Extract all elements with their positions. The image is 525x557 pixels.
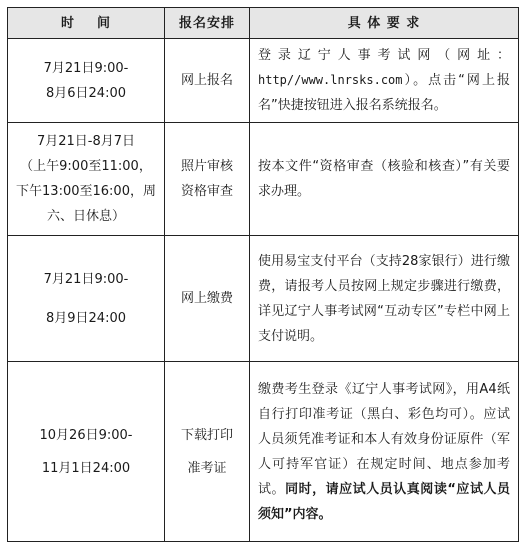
arrangement-cell <box>165 123 250 236</box>
requirement-text: ）。点击“网上报名”快捷按钮进入报名系统报名。 <box>258 73 510 113</box>
arrangement-line: 网上缴费 <box>180 291 233 306</box>
table-header-row <box>8 8 519 39</box>
requirement-text: 登录辽宁人事考试网（网址： <box>258 48 510 63</box>
website-link[interactable]: http//www.lnrsks.com <box>258 73 403 87</box>
header-time: 时 间 <box>8 8 165 39</box>
time-line: 8月6日24:00 <box>45 85 126 101</box>
table-row <box>8 39 519 123</box>
header-requirement: 具 体 要 求 <box>250 8 519 39</box>
time-cell <box>8 236 165 362</box>
registration-schedule-table <box>7 7 519 542</box>
time-cell <box>8 123 165 236</box>
time-line: 六、日休息） <box>46 209 125 224</box>
requirement-bold-notice: 同时，请应试人员认真阅读“应试人员须知”内容。 <box>258 481 510 522</box>
arrangement-line: 下载打印 <box>180 427 233 443</box>
requirement-cell <box>250 39 519 123</box>
requirement-text: 缴费考生登录《辽宁人事考试网》，用A4纸自行打印准考证（黑白、彩色均可）。应试人员须凭准考证和本人有效身份证原件（军人可持军官证）在规定时间、地点参加考试。 <box>258 381 510 497</box>
table-row <box>8 123 519 236</box>
requirement-cell <box>250 236 519 362</box>
time-line: 11月1日24:00 <box>41 460 131 476</box>
arrangement-line: 网上报名 <box>180 73 233 88</box>
header-arrangement: 报名安排 <box>165 8 250 39</box>
arrangement-line: 照片审核 <box>180 159 233 174</box>
requirement-text: 按本文件“资格审查（核验和核查）”有关要求办理。 <box>258 159 510 199</box>
time-line: 7月21日9:00- <box>43 271 129 287</box>
time-line: 7月21日9:00- <box>43 60 129 76</box>
arrangement-line: 资格审查 <box>180 184 233 199</box>
requirement-cell <box>250 123 519 236</box>
requirement-text: 使用易宝支付平台（支持28家银行）进行缴费，请报考人员按网上规定步骤进行缴费，详见辽宁人事考试网“互动专区”专栏中网上支付说明。 <box>258 253 510 344</box>
time-line: 下午13:00至16:00，周 <box>16 184 156 199</box>
time-line: 7月21日-8月7日 <box>36 134 136 149</box>
arrangement-cell <box>165 236 250 362</box>
requirement-cell <box>250 362 519 542</box>
table-row <box>8 236 519 362</box>
time-line: 8月9日24:00 <box>45 310 126 326</box>
arrangement-cell <box>165 362 250 542</box>
time-cell <box>8 362 165 542</box>
time-line: 10月26日9:00- <box>39 427 133 443</box>
arrangement-cell <box>165 39 250 123</box>
time-cell <box>8 39 165 123</box>
arrangement-line: 准考证 <box>187 460 227 476</box>
time-line: （上午9:00至11:00， <box>20 159 152 174</box>
table-row <box>8 362 519 542</box>
